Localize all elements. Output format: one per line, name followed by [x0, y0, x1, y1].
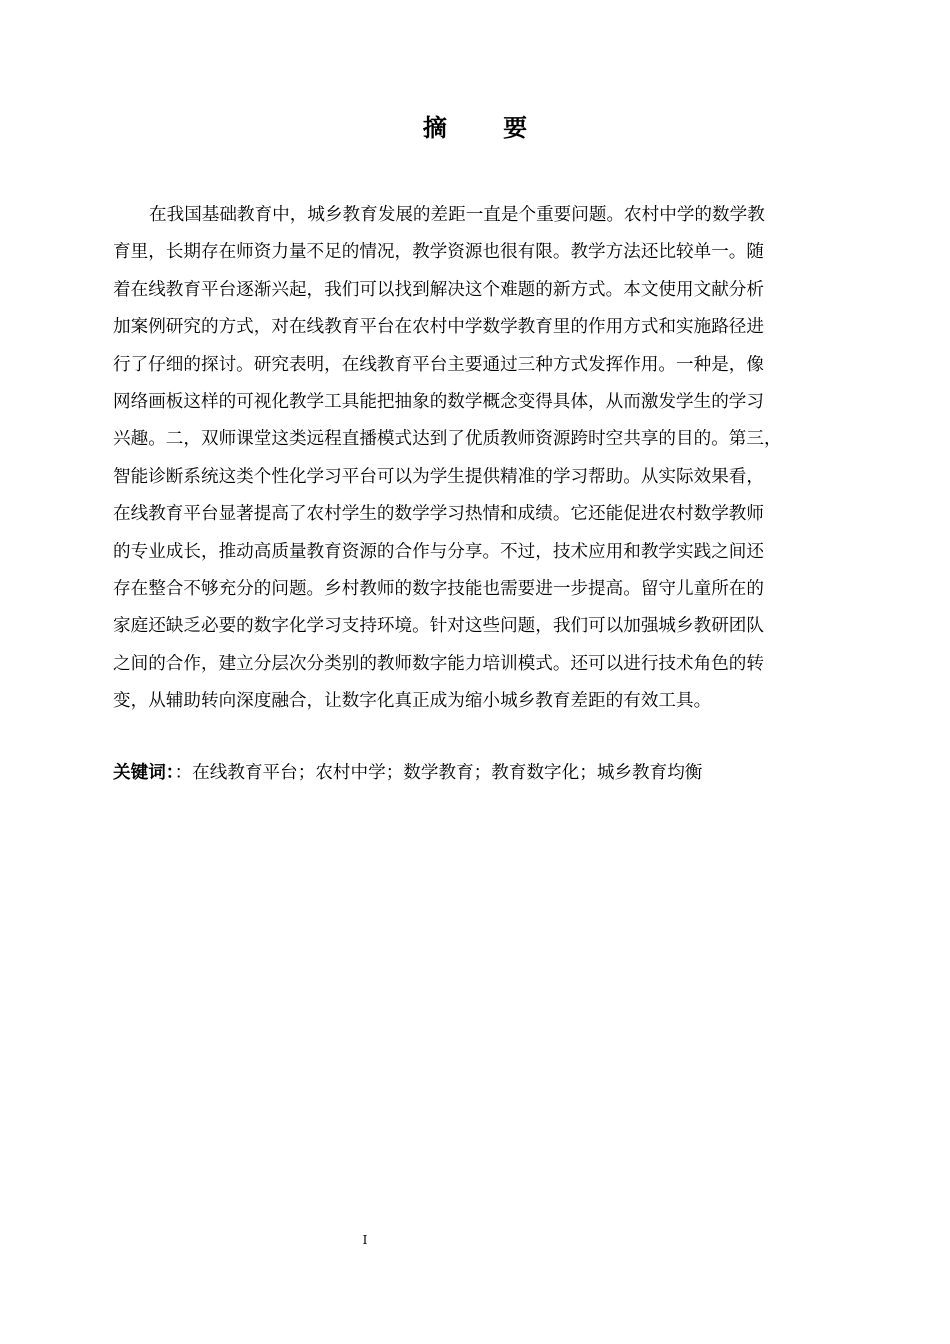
abstract-line: 变，从辅助转向深度融合，让数字化真正成为缩小城乡教育差距的有效工具。: [113, 691, 712, 712]
abstract-line: 存在整合不够充分的问题。乡村教师的数字技能也需要进一步提高。留守儿童所在的: [113, 578, 764, 599]
keywords-label: 关键词：: [113, 763, 175, 783]
abstract-line: 智能诊断系统这类个性化学习平台可以为学生提供精准的学习帮助。从实际效果看，: [113, 466, 764, 487]
abstract-line: 在我国基础教育中，城乡教育发展的差距一直是个重要问题。农村中学的数学教: [149, 205, 765, 225]
abstract-line: 加案例研究的方式，对在线教育平台在农村中学数学教育里的作用方式和实施路径进: [113, 317, 764, 338]
abstract-line: 的专业成长，推动高质量教育资源的合作与分享。不过，技术应用和教学实践之间还: [113, 541, 764, 562]
keywords-line: [113, 755, 837, 791]
abstract-title: 摘 要: [422, 114, 552, 142]
abstract-line: 育里，长期存在师资力量不足的情况，教学资源也很有限。教学方法还比较单一。随: [113, 242, 764, 263]
abstract-body: [113, 197, 837, 720]
abstract-line: 之间的合作，建立分层次分类别的教师数字能力培训模式。还可以进行技术角色的转: [113, 653, 764, 674]
abstract-line: 在线教育平台显著提高了农村学生的数学学习热情和成绩。它还能促进农村数学教师: [113, 504, 764, 525]
abstract-line: 行了仔细的探讨。研究表明，在线教育平台主要通过三种方式发挥作用。一种是，像: [113, 354, 764, 375]
abstract-line: 家庭还缺乏必要的数字化学习支持环境。针对这些问题，我们可以加强城乡教研团队: [113, 616, 764, 637]
abstract-line: 网络画板这样的可视化教学工具能把抽象的数学概念变得具体，从而激发学生的学习: [113, 391, 764, 412]
page-number: I: [362, 1233, 368, 1247]
keywords-text: ：在线教育平台；农村中学；数学教育；教育数字化；城乡教育均衡: [174, 763, 703, 783]
abstract-line: 着在线教育平台逐渐兴起，我们可以找到解决这个难题的新方式。本文使用文献分析: [113, 279, 764, 300]
abstract-line: 兴趣。二，双师课堂这类远程直播模式达到了优质教师资源跨时空共享的目的。第三，: [113, 429, 782, 450]
